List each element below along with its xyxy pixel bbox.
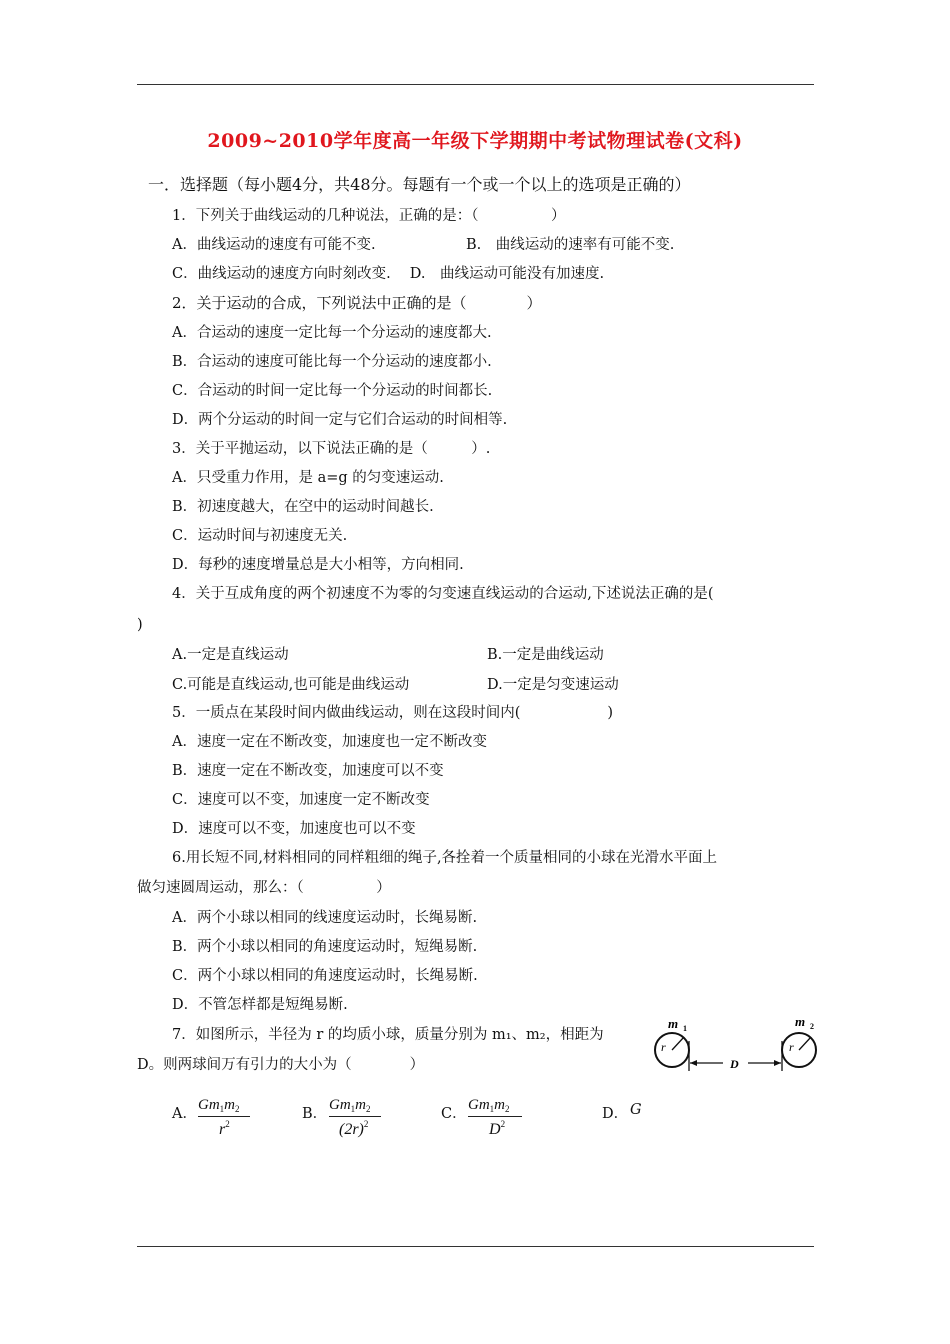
q2-stem: 2．关于运动的合成，下列说法中正确的是（ ） (172, 294, 542, 312)
radius-line-1 (672, 1037, 684, 1050)
q3-option-a: A．只受重力作用，是 a=g 的匀变速运动. (172, 470, 444, 486)
bottom-rule (137, 1246, 814, 1247)
q6-stem: 6.用长短不同,材料相同的同样粗细的绳子,各拴着一个质量相同的小球在光滑水平面上 (172, 850, 718, 866)
q3-option-d: D．每秒的速度增量总是大小相等，方向相同. (172, 557, 464, 573)
q6-option-d: D．不管怎样都是短绳易断. (172, 997, 348, 1013)
q7-option-c-formula (468, 1097, 524, 1143)
q5-stem: 5．一质点在某段时间内做曲线运动，则在这段时间内( ) (172, 705, 614, 721)
radius-line-2 (799, 1037, 811, 1050)
q5-option-b: B．速度一定在不断改变，加速度可以不变 (172, 763, 444, 779)
q5-option-d: D．速度可以不变，加速度也可以不变 (172, 821, 416, 837)
formula-b-bar (329, 1116, 381, 1117)
q7-stem: 7．如图所示，半径为 r 的均质小球，质量分别为 m₁、m₂，相距为 (172, 1027, 604, 1043)
q4-stem-cont: ) (137, 617, 143, 633)
q6-option-a: A．两个小球以相同的线速度运动时，长绳易断. (172, 910, 478, 926)
q1-stem: 1．下列关于曲线运动的几种说法，正确的是：（ ） (172, 208, 566, 224)
page-title: 2009~2010学年度高一年级下学期期中考试物理试卷(文科) (207, 130, 743, 152)
d-arrowhead-left (690, 1060, 697, 1066)
q2-option-b: B．合运动的速度可能比每一个分运动的速度都小. (172, 354, 492, 370)
q5-option-a: A．速度一定在不断改变，加速度也一定不断改变 (172, 734, 487, 750)
formula-c-bar (468, 1116, 522, 1117)
q1-option-a: A．曲线运动的速度有可能不变. (172, 237, 376, 253)
q4-option-d: D.一定是匀变速运动 (487, 677, 619, 693)
formula-c-denominator: $D^2$ (489, 1119, 506, 1138)
q7-option-b-label: B． (302, 1106, 328, 1122)
q1-option-b: B. 曲线运动的速率有可能不变. (466, 237, 675, 253)
formula-b-numerator: $Gm_1m_2$ (329, 1097, 371, 1114)
q4-option-b: B.一定是曲线运动 (487, 647, 604, 663)
q4-option-c: C.可能是直线运动,也可能是曲线运动 (172, 677, 410, 693)
q7-option-d-label: D． (602, 1106, 629, 1122)
q3-option-b: B．初速度越大，在空中的运动时间越长. (172, 499, 434, 515)
figure-m1-sub: 1 (683, 1024, 687, 1033)
formula-a-denominator: $r^2$ (219, 1119, 230, 1138)
q7-option-d-value: G (630, 1102, 642, 1118)
q7-option-b-formula (329, 1097, 383, 1143)
q6-option-b: B．两个小球以相同的角速度运动时，短绳易断. (172, 939, 478, 955)
q6-stem-cont: 做匀速圆周运动，那么：（ ） (137, 880, 391, 896)
figure-m1-label: m (668, 1016, 679, 1031)
d-arrowhead-right (774, 1060, 781, 1066)
formula-a-numerator: $Gm_1m_2$ (198, 1097, 240, 1114)
q3-option-c: C．运动时间与初速度无关. (172, 528, 348, 544)
formula-a-bar (198, 1116, 250, 1117)
section-heading: 一．选择题（每小题4分，共48分。每题有一个或一个以上的选项是正确的） (148, 175, 691, 194)
top-rule (137, 84, 814, 85)
q7-option-a-label: A． (172, 1106, 197, 1122)
figure-m2-sub: 2 (810, 1022, 814, 1031)
q2-option-a: A．合运动的速度一定比每一个分运动的速度都大. (172, 325, 492, 341)
formula-b-denominator: $(2r)^2$ (339, 1119, 369, 1138)
q2-option-c: C．合运动的时间一定比每一个分运动的时间都长. (172, 383, 493, 399)
q4-stem: 4．关于互成角度的两个初速度不为零的匀变速直线运动的合运动,下述说法正确的是( (172, 586, 714, 602)
q6-option-c: C．两个小球以相同的角速度运动时，长绳易断. (172, 968, 478, 984)
q3-stem: 3．关于平抛运动，以下说法正确的是（ ）. (172, 441, 491, 457)
q5-option-c: C．速度可以不变，加速度一定不断改变 (172, 792, 430, 808)
q7-option-c-label: C． (441, 1106, 467, 1122)
q4-option-a: A.一定是直线运动 (172, 647, 289, 663)
q1-option-cd: C．曲线运动的速度方向时刻改变. D. 曲线运动可能没有加速度. (172, 266, 605, 282)
figure-r1-label: r (661, 1040, 666, 1054)
figure-d-label: D (730, 1057, 739, 1071)
two-spheres-figure (648, 1013, 823, 1083)
q7-option-a-formula (198, 1097, 252, 1143)
q7-stem-cont: D。则两球间万有引力的大小为（ ） (137, 1057, 425, 1073)
formula-c-numerator: $Gm_1m_2$ (468, 1097, 510, 1114)
figure-m2-label: m (795, 1014, 806, 1029)
q2-option-d: D．两个分运动的时间一定与它们合运动的时间相等. (172, 412, 508, 428)
figure-r2-label: r (789, 1040, 794, 1054)
